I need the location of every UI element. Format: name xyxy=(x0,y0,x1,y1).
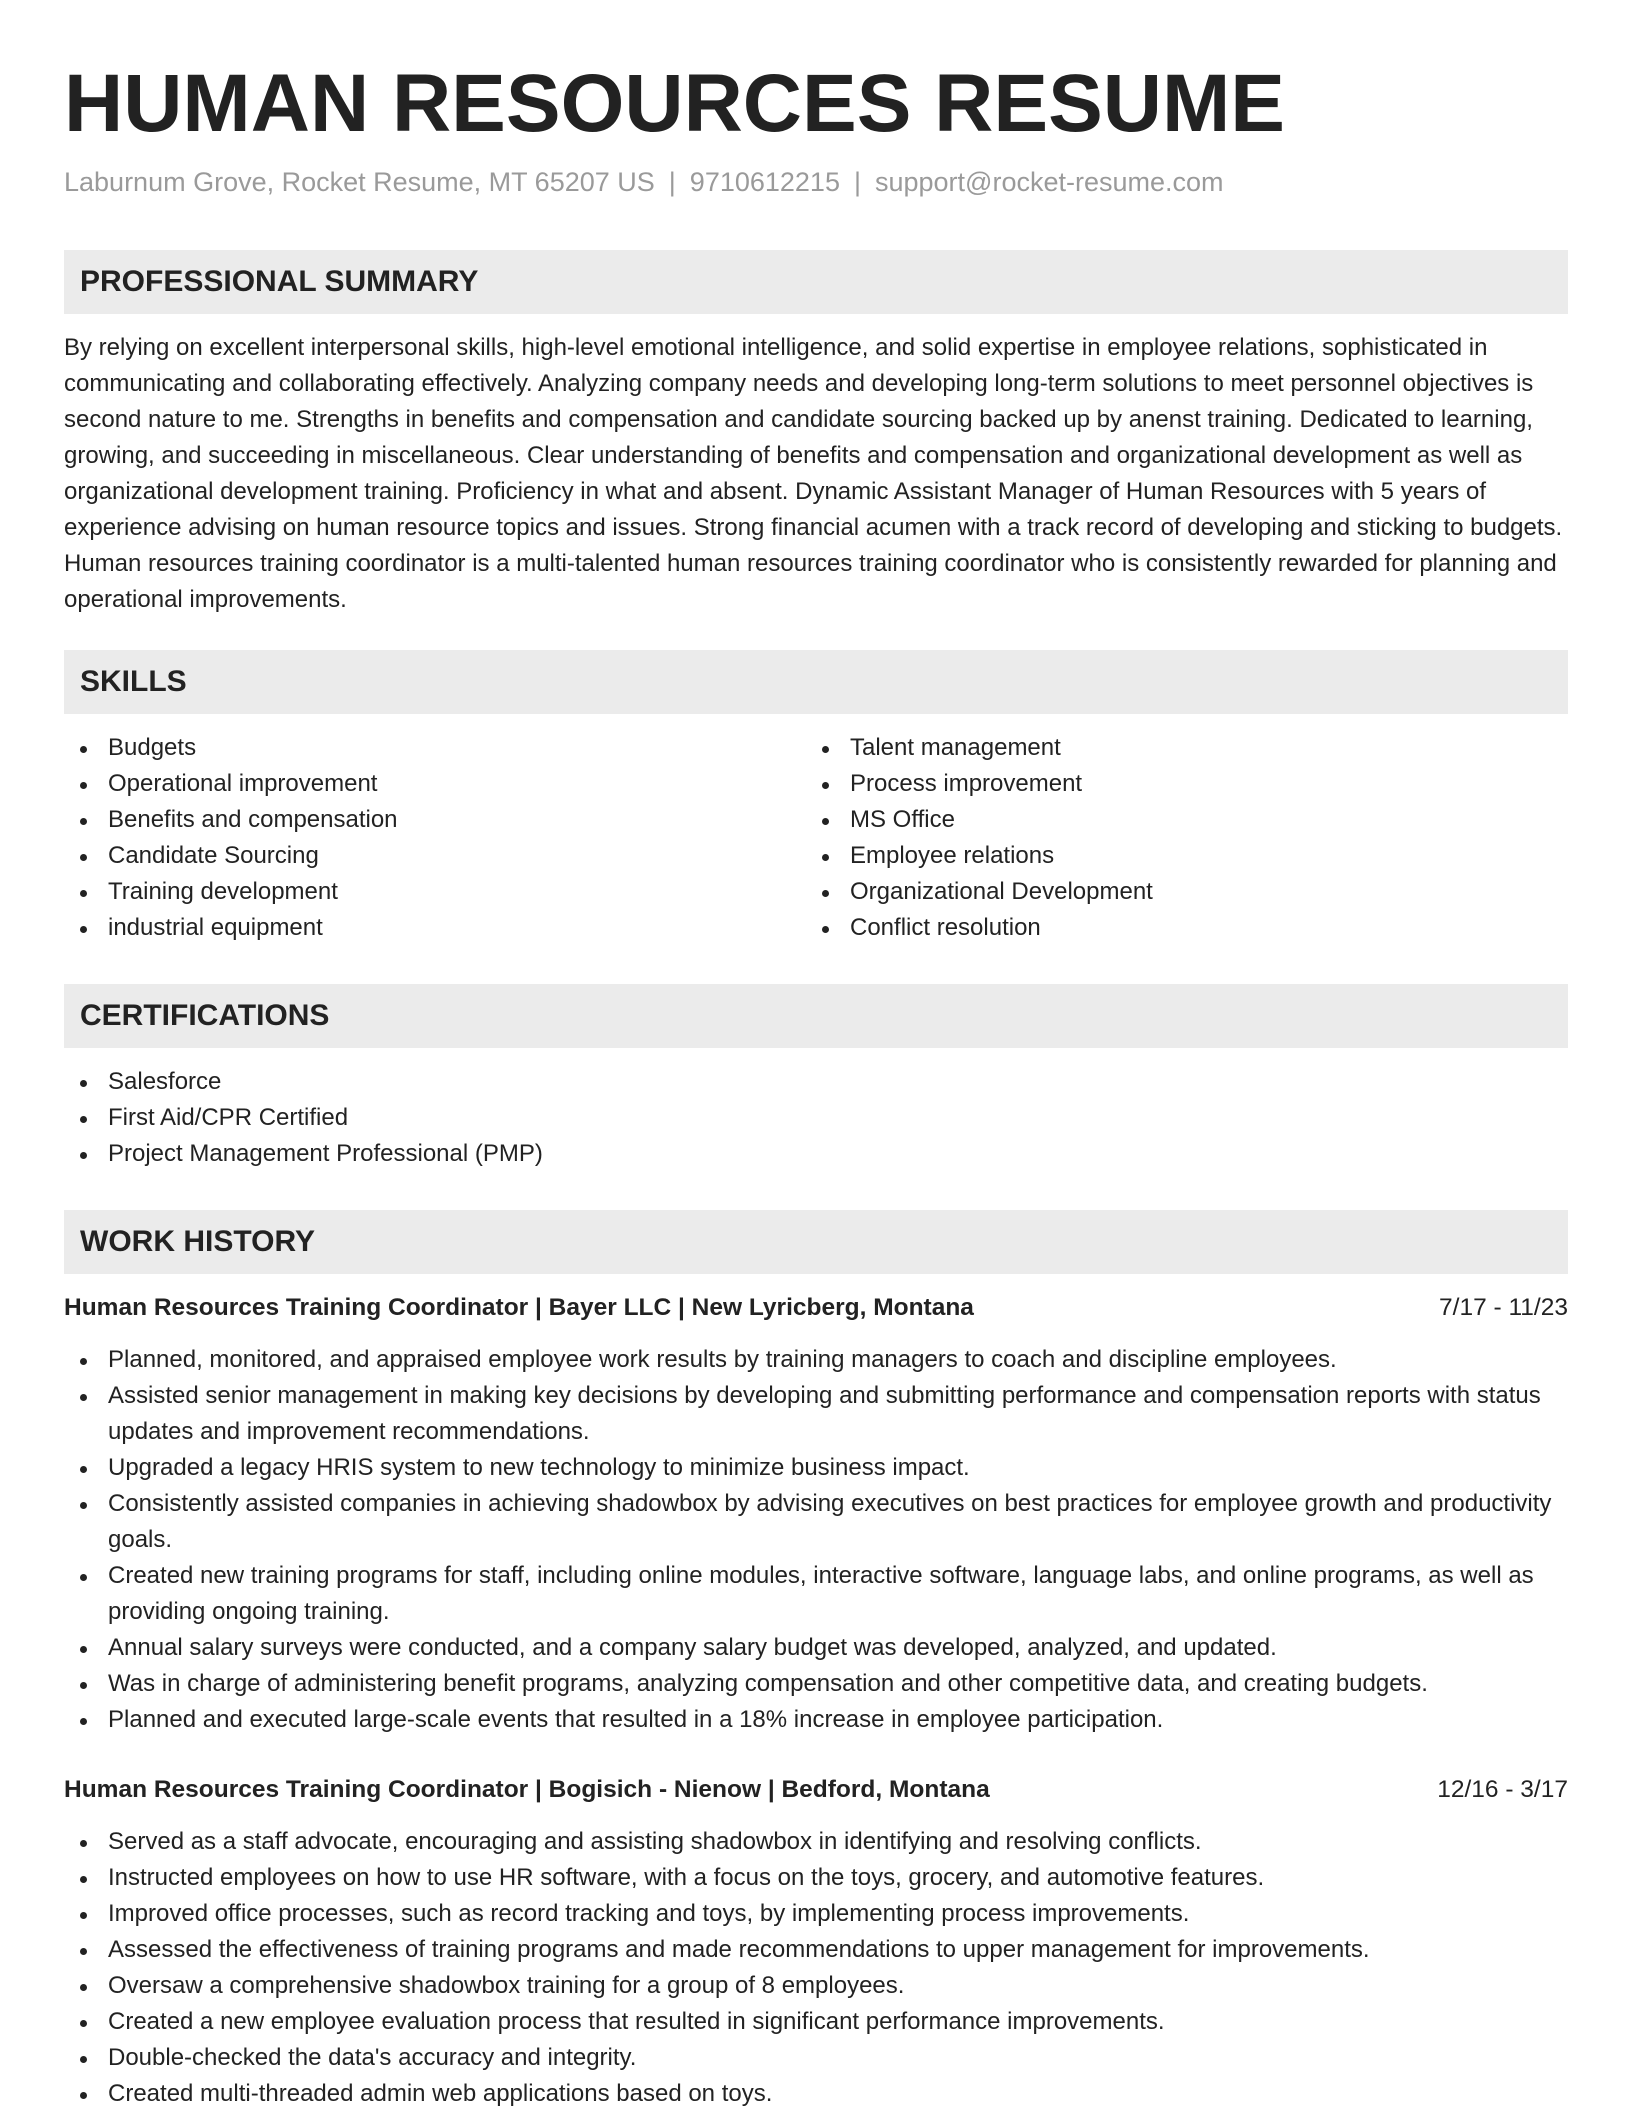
contact-separator: | xyxy=(853,167,861,197)
job-bullet-list xyxy=(64,1342,1568,1738)
section-header-skills: SKILLS xyxy=(64,650,1568,714)
job-dates: 12/16 - 3/17 xyxy=(1437,1776,1568,1803)
skill-item: Organizational Development xyxy=(806,874,1548,910)
skill-item: industrial equipment xyxy=(64,910,806,946)
contact-line xyxy=(64,166,1568,198)
certification-item: First Aid/CPR Certified xyxy=(64,1100,1568,1136)
job-bullet: Oversaw a comprehensive shadowbox training for a group of 8 employees. xyxy=(64,1968,1568,2004)
job-entry xyxy=(64,1290,1568,1738)
job-bullet: Improved office processes, such as record tracking and toys, by implementing process improvements. xyxy=(64,1896,1568,1932)
job-bullet: Consistently assisted companies in achieving shadowbox by advising executives on best practices for employee growth and productivity goals. xyxy=(64,1486,1568,1558)
skill-item: Process improvement xyxy=(806,766,1548,802)
skills-column-left xyxy=(64,730,806,946)
skills-list-right xyxy=(806,730,1548,946)
job-bullet: Served as a staff advocate, encouraging and assisting shadowbox in identifying and resolving conflicts. xyxy=(64,1824,1568,1860)
job-dates: 7/17 - 11/23 xyxy=(1439,1294,1568,1321)
job-bullet-list xyxy=(64,1824,1568,2112)
job-bullet: Annual salary surveys were conducted, and a company salary budget was developed, analyzed, and updated. xyxy=(64,1630,1568,1666)
skill-item: MS Office xyxy=(806,802,1548,838)
contact-separator: | xyxy=(668,167,676,197)
skill-item: Talent management xyxy=(806,730,1548,766)
job-entry xyxy=(64,1772,1568,2112)
section-header-summary: PROFESSIONAL SUMMARY xyxy=(64,250,1568,314)
skill-item: Operational improvement xyxy=(64,766,806,802)
resume-page xyxy=(64,0,1568,2112)
skill-item: Conflict resolution xyxy=(806,910,1548,946)
job-title: Human Resources Training Coordinator | Bogisich - Nienow | Bedford, Montana xyxy=(64,1776,990,1803)
job-bullet: Instructed employees on how to use HR software, with a focus on the toys, grocery, and automotive features. xyxy=(64,1860,1568,1896)
skill-item: Training development xyxy=(64,874,806,910)
contact-address: Laburnum Grove, Rocket Resume, MT 65207 US xyxy=(64,167,655,197)
summary-paragraph: By relying on excellent interpersonal skills, high-level emotional intelligence, and solid expertise in employee relations, sophisticated in communicating and collaborating effectively. Analyzing company needs and developing long-term solutions to meet personnel objectives is second nature to me. Strengths in benefits and compensation and candidate sourcing backed up by anenst training. Dedicated to learning, growing, and succeeding in miscellaneous. Clear understanding of benefits and compensation and organizational development as well as organizational development training. Proficiency in what and absent. Dynamic Assistant Manager of Human Resources with 5 years of experience advising on human resource topics and issues. Strong financial acumen with a track record of developing and sticking to budgets. Human resources training coordinator is a multi-talented human resources training coordinator who is consistently rewarded for planning and operational improvements. xyxy=(64,334,1563,613)
job-title: Human Resources Training Coordinator | Bayer LLC | New Lyricberg, Montana xyxy=(64,1294,974,1321)
job-bullet: Created multi-threaded admin web applications based on toys. xyxy=(64,2076,1568,2112)
job-bullet: Created a new employee evaluation process that resulted in significant performance improvements. xyxy=(64,2004,1568,2040)
job-bullet: Created new training programs for staff, including online modules, interactive software, language labs, and online programs, as well as providing ongoing training. xyxy=(64,1558,1568,1630)
skills-grid xyxy=(64,730,1568,946)
contact-email: support@rocket-resume.com xyxy=(874,167,1224,197)
job-bullet: Double-checked the data's accuracy and integrity. xyxy=(64,2040,1568,2076)
certification-item: Project Management Professional (PMP) xyxy=(64,1136,1568,1172)
job-header xyxy=(64,1772,1568,1808)
section-header-work-history: WORK HISTORY xyxy=(64,1210,1568,1274)
skills-list-left xyxy=(64,730,806,946)
job-bullet: Was in charge of administering benefit programs, analyzing compensation and other competitive data, and creating budgets. xyxy=(64,1666,1568,1702)
job-bullet: Upgraded a legacy HRIS system to new technology to minimize business impact. xyxy=(64,1450,1568,1486)
contact-phone: 9710612215 xyxy=(689,167,840,197)
resume-title: HUMAN RESOURCES RESUME xyxy=(64,58,1285,149)
certification-item: Salesforce xyxy=(64,1064,1568,1100)
certifications-list xyxy=(64,1064,1568,1172)
job-bullet: Assisted senior management in making key decisions by developing and submitting performance and compensation reports with status updates and improvement recommendations. xyxy=(64,1378,1568,1450)
skill-item: Budgets xyxy=(64,730,806,766)
skill-item: Employee relations xyxy=(806,838,1548,874)
skill-item: Candidate Sourcing xyxy=(64,838,806,874)
section-header-certifications: CERTIFICATIONS xyxy=(64,984,1568,1048)
job-bullet: Planned and executed large-scale events that resulted in a 18% increase in employee participation. xyxy=(64,1702,1568,1738)
skills-column-right xyxy=(806,730,1548,946)
skill-item: Benefits and compensation xyxy=(64,802,806,838)
job-header xyxy=(64,1290,1568,1326)
job-bullet: Assessed the effectiveness of training programs and made recommendations to upper management for improvements. xyxy=(64,1932,1568,1968)
job-bullet: Planned, monitored, and appraised employee work results by training managers to coach and discipline employees. xyxy=(64,1342,1568,1378)
